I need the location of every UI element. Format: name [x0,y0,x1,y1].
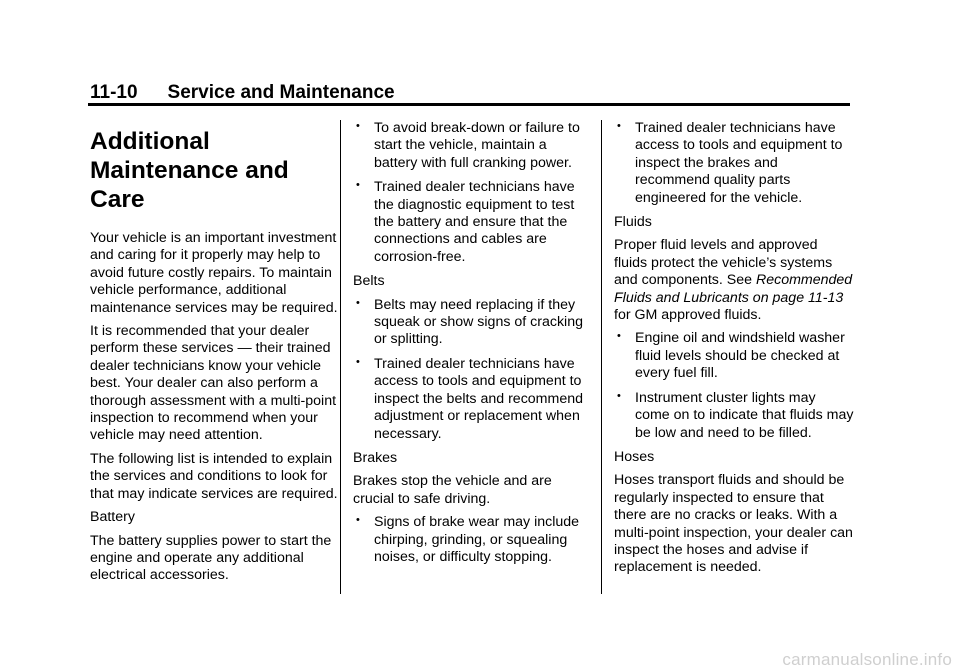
section-title: Service and Maintenance [167,82,395,103]
bullet-icon: • [356,296,360,309]
belts-list [353,297,593,443]
list-item: • Belts may need replacing if they squeak or show signs of cracking or splitting. [356,296,583,348]
bullet-icon: • [356,120,360,132]
bullet-icon: • [617,330,621,343]
bullet-icon: • [617,389,621,402]
article-title: Additional Maintenance and Care [90,128,289,213]
belts-heading: Belts [353,273,385,290]
brakes-list [353,514,593,566]
list-item: • To avoid break-down or failure to start the vehicle, maintain a battery with full cranking power. [356,120,580,171]
brakes-heading: Brakes [353,449,398,466]
battery-heading: Battery [90,509,135,526]
list-item: • Engine oil and windshield washer fluid levels should be checked at every fuel fill. [617,330,845,382]
intro-paragraph: Your vehicle is an important investment and caring for it properly may help to avoid future costly repairs. To maintain vehicle performance, additional maintenance services may be required. [90,230,338,316]
page-number: 11-10 [90,82,138,103]
list-item: • Trained dealer technicians have access to tools and equipment to inspect the brakes and recommend quality parts engineered for the vehicle. [617,120,843,206]
fluids-heading: Fluids [614,214,652,231]
battery-list [353,120,593,266]
watermark: carmanualsonline.info [782,650,952,669]
column-3 [614,120,854,583]
dealer-paragraph: It is recommended that your dealer perform these services — their trained dealer technicians know your vehicle best. Your dealer can also perform a thorough assessment with a multi-point inspection to recommend when your vehicle may need attention. [90,323,337,444]
header-rule [88,103,850,106]
fluids-list [614,330,854,441]
column-1 [90,120,340,591]
hoses-paragraph: Hoses transport fluids and should be regularly inspected to ensure that there are no cracks or leaks. With a multi-point inspection, your dealer can inspect the hoses and advise if replacement is needed. [614,472,853,576]
bullet-icon: • [356,514,360,527]
list-item: • Trained dealer technicians have access to tools and equipment to inspect the belts and recommend adjustment or replacement when necessary. [356,355,583,442]
column-divider-1 [340,120,341,594]
fluids-reference-link[interactable]: Recommended Fluids and Lubricants on page 11-13 [614,272,853,306]
bullet-icon: • [617,120,621,132]
brakes-paragraph: Brakes stop the vehicle and are crucial to safe driving. [353,473,552,507]
page-header [90,82,395,104]
list-item: • Trained dealer technicians have the diagnostic equipment to test the battery and ensure that the connections and cables are corrosion-free. [356,179,575,265]
list-item: • Instrument cluster lights may come on to indicate that fluids may be low and need to be filled. [617,389,854,441]
list-item: • Signs of brake wear may include chirping, grinding, or squealing noises, or difficulty stopping. [356,514,580,565]
bullet-icon: • [356,179,360,192]
fluids-paragraph: Proper fluid levels and approved fluids protect the vehicle’s systems and components. See Recommended Fluids and Lubricants on page 11-13 for GM approved fluids. [614,237,853,324]
battery-paragraph: The battery supplies power to start the engine and operate any additional electrical accessories. [90,532,332,584]
column-2 [353,120,593,573]
list-intro-paragraph: The following list is intended to explain the services and conditions to look for that may indicate services are required. [90,450,338,502]
hoses-heading: Hoses [614,448,655,465]
column-divider-2 [601,120,602,594]
bullet-icon: • [356,355,360,368]
brakes-list-continued [614,120,854,207]
